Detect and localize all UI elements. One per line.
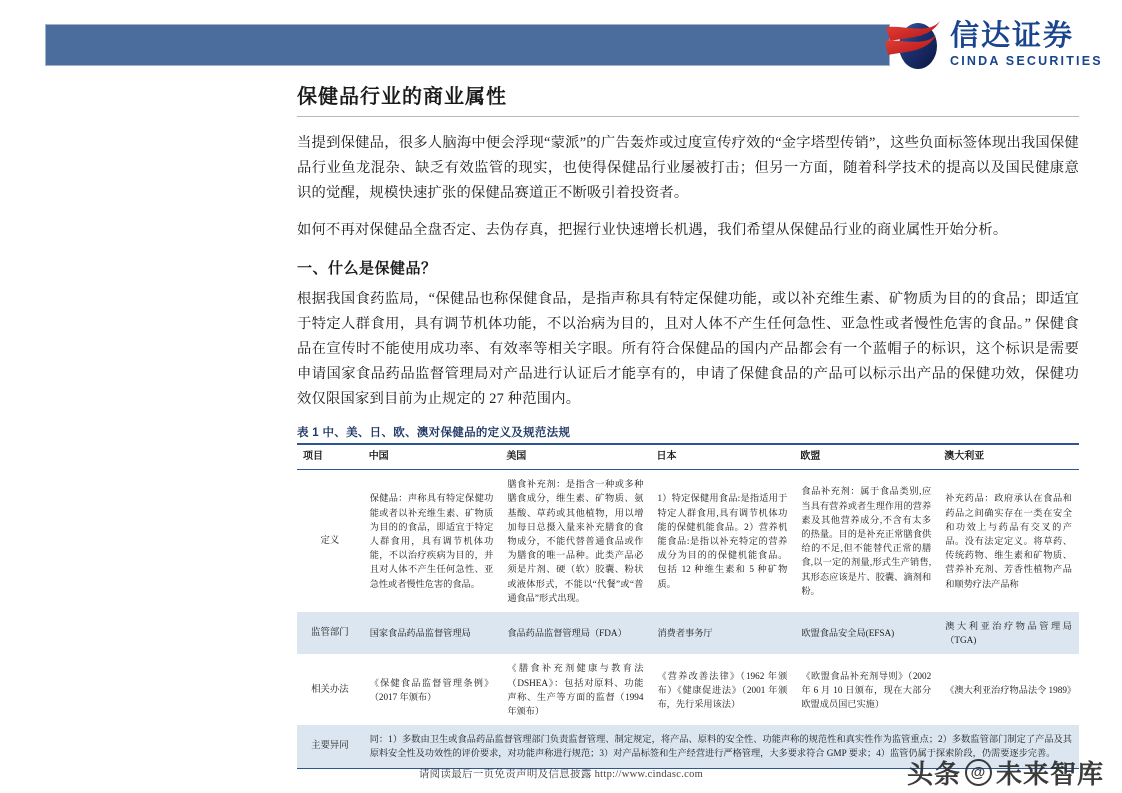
row-label-regulator: 监管部门 xyxy=(297,612,363,654)
watermark-right-text: 未来智库 xyxy=(995,759,1104,789)
header-blue-band xyxy=(45,24,890,66)
intro-paragraph-2: 如何不再对保健品全盘否定、去伪存真，把握行业快速增长机遇，我们希望从保健品行业的商业属性开始分析。 xyxy=(297,222,1008,238)
table-header-japan: 日本 xyxy=(650,445,794,470)
table-header-china: 中国 xyxy=(363,445,501,470)
cell-definition-usa: 膳食补充剂：是指含一种或多种膳食成分，维生素、矿物质、氨基酸、草药或其他植物，用以增加每日总摄入量来补充膳食的食物成分，不能代替普通食品或作为膳食的唯一品种。此类产品必须是片剂、硬（软）胶囊、粉状或液体形式，不能以“代餐”或“普通食品”形式出现。 xyxy=(500,470,650,612)
cell-regulations-australia: 《澳大利亚治疗物品法令 1989》 xyxy=(938,654,1079,725)
table-row xyxy=(297,612,1079,654)
cell-regulator-usa: 食品药品监督管理局（FDA） xyxy=(500,612,650,654)
cell-definition-japan: 1）特定保健用食品:是指适用于特定人群食用,具有调节机体功能的保健机能食品。2）营养机能食品:是指以补充特定的营养成分为目的的保健机能食品。 包括 12 种维生素和 5 种矿物质。 xyxy=(650,470,794,612)
at-sign-icon: @ xyxy=(965,759,992,786)
cell-definition-australia: 补充药品：政府承认在食品和药品之间确实存在一类在安全和功效上与药品有交叉的产品。没有法定定义。将草药、传统药物、维生素和矿物质、营养补充剂、芳香性植物产品和顺势疗法产品称 xyxy=(938,470,1079,612)
cell-regulator-australia: 澳大利亚治疗物品管理局（TGA) xyxy=(938,612,1079,654)
logo-english-name: CINDA SECURITIES xyxy=(950,54,1103,69)
footer-disclaimer: 请阅读最后一页免责声明及信息披露 xyxy=(418,769,592,780)
page-title: 保健品行业的商业属性 xyxy=(297,80,1079,117)
row-label-summary: 主要异同 xyxy=(297,725,363,767)
table-row xyxy=(297,654,1079,725)
cell-definition-china: 保健品：声称具有特定保健功能或者以补充维生素、矿物质为目的的食品，即适宜于特定人群食用，具有调节机体功能，不以治疗疾病为目的，并且对人体不产生任何急性、亚急性或者慢性危害的食品。 xyxy=(363,470,501,612)
table-header-item: 项目 xyxy=(297,445,363,470)
section-paragraph-1: 根据我国食药监局，“保健品也称保健食品，是指声称具有特定保健功能，或以补充维生素、矿物质为目的的食品；即适宜于特定人群食用，具有调节机体功能，不以治病为目的，且对人体不产生任何急性、亚急性或者慢性危害的食品。” 保健食品在宣传时不能使用成功率、有效率等相关字眼。所有符合保健品的国内产品都会有一个蓝帽子的标识，这个标识是需要申请国家食品药品监督管理局对产品进行认证后才能享有的，申请了保健食品的产品可以标示出产品的保健功效，保健功效仅限国家到目前为止规定的 27 种范围内。 xyxy=(297,291,1079,407)
cell-regulations-usa: 《膳食补充剂健康与教育法（DSHEA》：包括对原料、功能声称、生产等方面的监督（1994 年颁布） xyxy=(500,654,650,725)
cell-regulator-japan: 消费者事务厅 xyxy=(650,612,794,654)
cell-definition-eu: 食品补充剂：属于食品类别,应当具有营养或者生理作用的营养素及其他营养成分,不含有太多的热量。目的是补充正常膳食供给的不足,但不能替代正常的膳食,以一定的剂量,形式生产销售,其形态应该是片、胶囊、滴剂和粉。 xyxy=(794,470,938,612)
cinda-swoosh-icon xyxy=(884,17,942,73)
cell-regulator-china: 国家食品药品监督管理局 xyxy=(363,612,501,654)
company-logo xyxy=(884,14,1103,76)
row-label-definition: 定义 xyxy=(297,470,363,612)
footer-url[interactable]: http://www.cindasc.com xyxy=(594,769,704,780)
table-caption: 表 1 中、美、日、欧、澳对保健品的定义及规范法规 xyxy=(297,424,1079,445)
table-row-summary xyxy=(297,725,1079,767)
main-content xyxy=(297,80,1079,769)
cell-regulator-eu: 欧盟食品安全局(EFSA) xyxy=(794,612,938,654)
logo-chinese-name: 信达证券 xyxy=(950,20,1075,53)
comparison-table xyxy=(297,445,1079,768)
row-label-regulations: 相关办法 xyxy=(297,654,363,725)
cell-regulations-china: 《保健食品监督管理条例》（2017 年颁布） xyxy=(363,654,501,725)
footer xyxy=(0,766,1122,781)
logo-text-block xyxy=(950,22,1103,68)
intro-paragraph-1: 当提到保健品，很多人脑海中便会浮现“蒙派”的广告轰炸或过度宣传疗效的“金字塔型传销”，这些负面标签体现出我国保健品行业鱼龙混杂、缺乏有效监管的现实，也使得保健品行业屡被打击；但另一方面，随着科学技术的提高以及国民健康意识的觉醒，规模快速扩张的保健品赛道正不断吸引着投资者。 xyxy=(297,135,1079,201)
table-header-australia: 澳大利亚 xyxy=(938,445,1079,470)
table-header-row xyxy=(297,445,1079,470)
table-header-eu: 欧盟 xyxy=(794,445,938,470)
cell-summary-text: 同：1）多数由卫生或食品药品监督管理部门负责监督管理、制定规定，将产品、原料的安全性、功能声称的规范性和真实性作为监管重点；2）多数监管部门制定了产品及其原料安全性及功效性的评价要求，对功能声称进行规范；3）对产品标签和生产经营进行严格管理，大多要求符合 GMP 要求；4）监管仍属于探索阶段，仍需要逐步完善。 xyxy=(363,725,1079,767)
watermark-left-text: 头条 xyxy=(906,759,961,789)
cell-regulations-japan: 《营养改善法律》（1962 年颁布）《健康促进法》（2001 年颁布，先行采用该法） xyxy=(650,654,794,725)
section-heading-1: 一、什么是保健品？ xyxy=(297,260,437,277)
table-row xyxy=(297,470,1079,612)
table-header-usa: 美国 xyxy=(500,445,650,470)
cell-regulations-eu: 《欧盟食品补充剂导则》（2002 年 6 月 10 日颁布，现在大部分欧盟成员国已实施） xyxy=(794,654,938,725)
